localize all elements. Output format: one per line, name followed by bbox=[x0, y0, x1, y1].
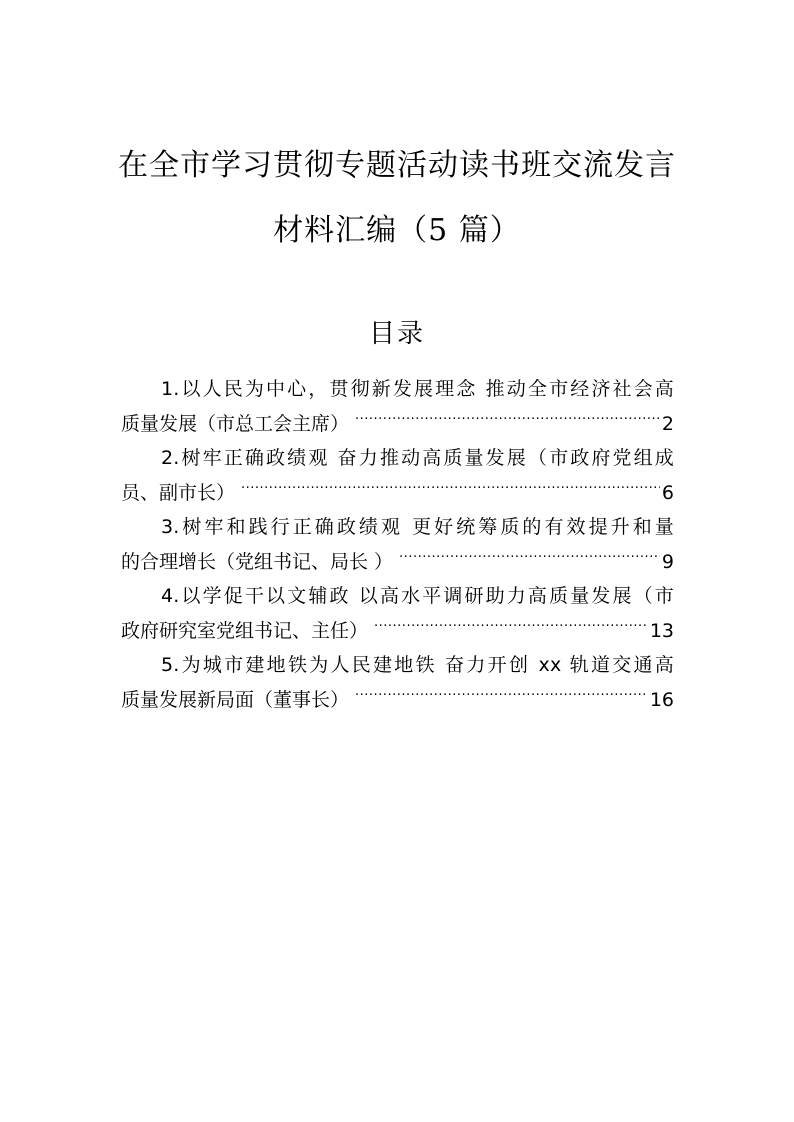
toc-entry-page-number: 13 bbox=[649, 619, 674, 642]
toc-entry-title-line-2: 政府研究室党组书记、主任） bbox=[121, 619, 369, 642]
toc-entry-title-line-2-row bbox=[121, 614, 674, 649]
toc-entry-1[interactable] bbox=[121, 372, 674, 441]
toc-entry-page-number: 9 bbox=[661, 550, 674, 573]
toc-entry-2[interactable] bbox=[121, 441, 674, 510]
toc-entry-title-line-1: 1.以人民为中心，贯彻新发展理念 推动全市经济社会高 bbox=[161, 378, 674, 400]
toc-entry-title-line-1: 5.为城市建地铁为人民建地铁 奋力开创 xx 轨道交通高 bbox=[161, 654, 674, 676]
toc-entry-5[interactable] bbox=[121, 648, 674, 717]
toc-entry-title-line-2-row bbox=[121, 407, 674, 442]
dot-leader bbox=[241, 479, 660, 499]
toc-entry-title-line-2-row bbox=[121, 545, 674, 580]
toc-entry-title-line-2-row bbox=[121, 683, 674, 718]
toc-heading: 目录 bbox=[368, 319, 425, 349]
toc-entry-title-line-1: 2.树牢正确政绩观 奋力推动高质量发展（市政府党组成 bbox=[161, 447, 674, 469]
toc-entry-3[interactable] bbox=[121, 510, 674, 579]
dot-leader bbox=[355, 686, 648, 706]
toc-entry-title-line-2-row bbox=[121, 476, 674, 511]
toc-entry-title-line-2: 的合理增长（党组书记、局长 ） bbox=[121, 550, 394, 573]
document-title-line-2: 材料汇编（5 篇） bbox=[273, 213, 521, 248]
toc-entry-page-number: 2 bbox=[661, 412, 674, 435]
toc-entry-4[interactable] bbox=[121, 579, 674, 648]
toc-entry-title-line-2: 质量发展新局面（董事长） bbox=[121, 688, 350, 711]
toc-entry-title-line-2: 员、副市长） bbox=[121, 481, 236, 504]
dot-leader bbox=[374, 617, 648, 637]
toc-entry-title-line-1: 3.树牢和践行正确政绩观 更好统筹质的有效提升和量 bbox=[161, 516, 674, 538]
document-title-line-1: 在全市学习贯彻专题活动读书班交流发言 bbox=[118, 148, 676, 183]
toc-entry-page-number: 6 bbox=[661, 481, 674, 504]
toc-entry-title-line-1: 4.以学促干以文辅政 以高水平调研助力高质量发展（市 bbox=[161, 585, 674, 607]
table-of-contents bbox=[121, 372, 674, 717]
dot-leader bbox=[355, 410, 660, 430]
toc-entry-page-number: 16 bbox=[649, 688, 674, 711]
dot-leader bbox=[399, 548, 660, 568]
toc-entry-title-line-2: 质量发展（市总工会主席） bbox=[121, 412, 350, 435]
